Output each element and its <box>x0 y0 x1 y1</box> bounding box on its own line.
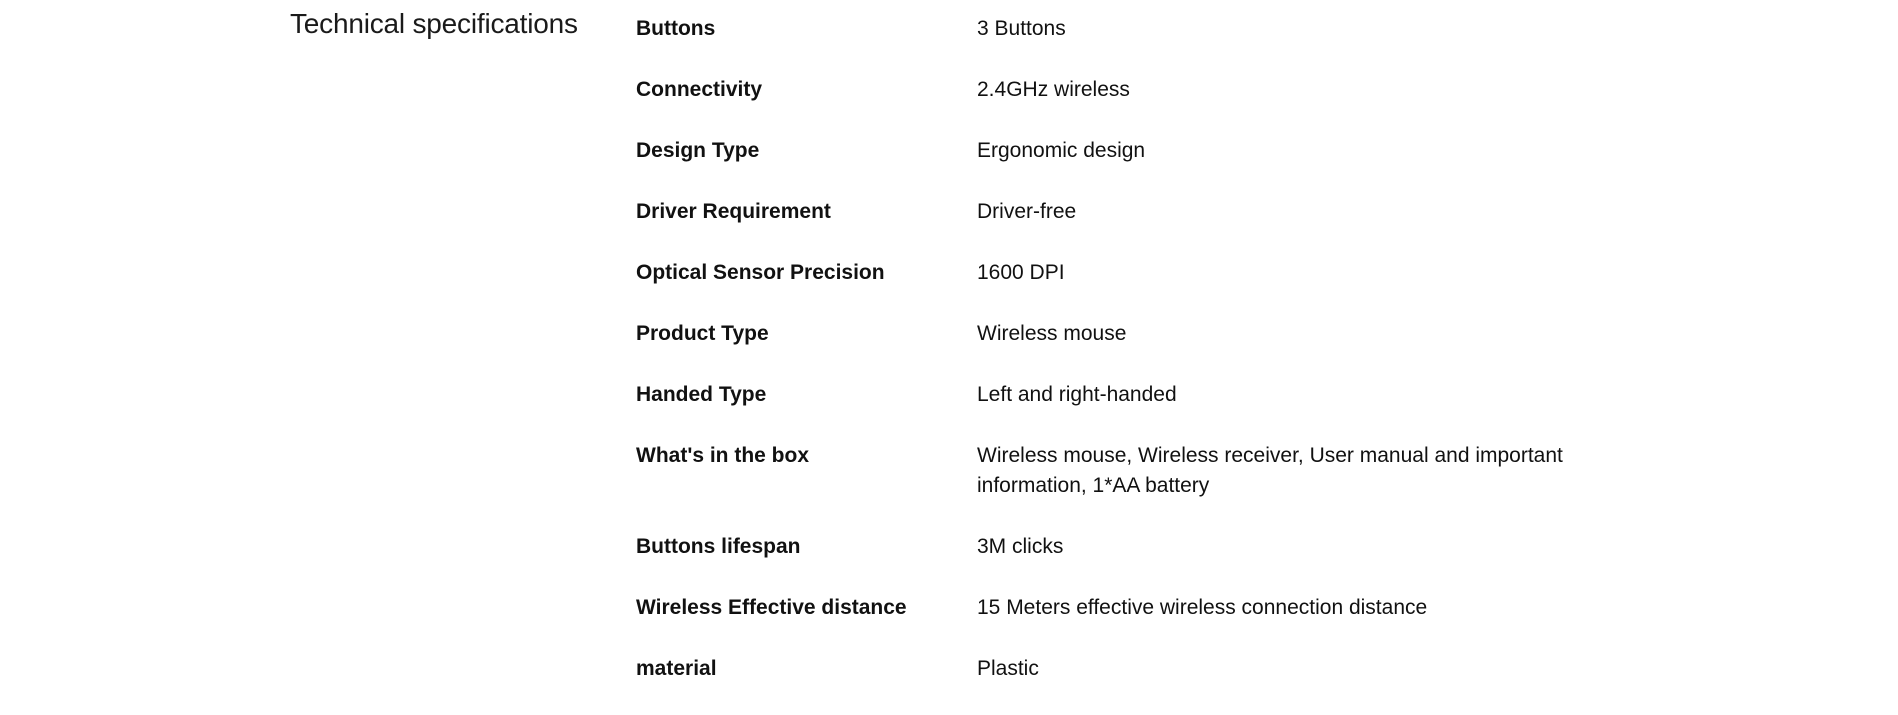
section-title: Technical specifications <box>290 8 578 39</box>
spec-row-connectivity <box>636 75 1636 136</box>
spec-row-material <box>636 654 1636 715</box>
spec-row-driver-requirement <box>636 197 1636 258</box>
spec-table <box>636 14 1636 715</box>
spec-label: Design Type <box>636 139 760 162</box>
spec-value: Wireless mouse, Wireless receiver, User manual and important information, 1*AA battery <box>977 444 1563 497</box>
spec-row-design-type <box>636 136 1636 197</box>
spec-label: Handed Type <box>636 383 767 406</box>
spec-label: Product Type <box>636 322 769 345</box>
spec-label: Buttons lifespan <box>636 535 801 558</box>
spec-value: 3 Buttons <box>977 17 1066 40</box>
spec-row-wireless-distance <box>636 593 1636 654</box>
spec-value: Left and right-handed <box>977 383 1177 406</box>
spec-label: Buttons <box>636 17 716 40</box>
spec-value: Driver-free <box>977 200 1077 223</box>
spec-label: Wireless Effective distance <box>636 596 907 619</box>
spec-row-handed-type <box>636 380 1636 441</box>
spec-value: Wireless mouse <box>977 322 1127 345</box>
spec-value: 15 Meters effective wireless connection distance <box>977 596 1428 619</box>
spec-row-sensor-precision <box>636 258 1636 319</box>
spec-label: Driver Requirement <box>636 200 831 223</box>
spec-row-buttons <box>636 14 1636 75</box>
spec-label: What's in the box <box>636 444 809 467</box>
spec-value: 2.4GHz wireless <box>977 78 1130 101</box>
spec-row-in-the-box <box>636 441 1636 532</box>
spec-row-product-type <box>636 319 1636 380</box>
spec-label: Connectivity <box>636 78 763 101</box>
spec-row-buttons-lifespan <box>636 532 1636 593</box>
spec-label: Optical Sensor Precision <box>636 261 885 284</box>
spec-value: 3M clicks <box>977 535 1064 558</box>
spec-label: material <box>636 657 717 680</box>
spec-value: Ergonomic design <box>977 139 1146 162</box>
spec-value: 1600 DPI <box>977 261 1065 284</box>
spec-value: Plastic <box>977 657 1039 680</box>
